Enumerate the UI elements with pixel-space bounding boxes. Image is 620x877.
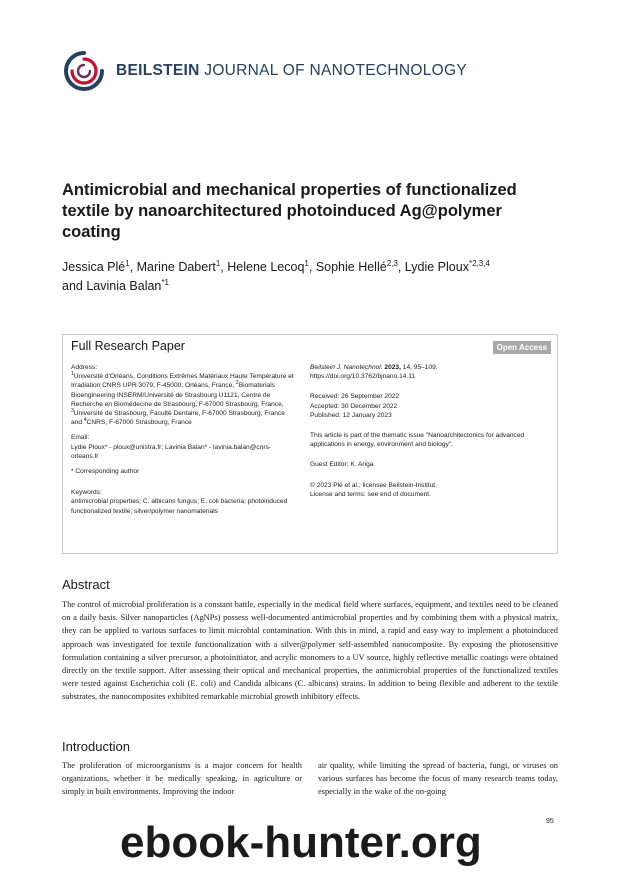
page-number: 95 [546, 818, 554, 825]
received-date: Received: 26 September 2022 [310, 393, 400, 401]
author-affiliation: *1 [161, 277, 169, 287]
author-affiliation: 1 [304, 258, 309, 268]
citation-year: 2023, [384, 364, 401, 371]
affiliation-number: 2 [235, 380, 239, 387]
introduction-heading: Introduction [62, 739, 130, 754]
author-name: Marine Dabert [136, 260, 216, 274]
info-left-column [71, 363, 296, 522]
affiliation-text: Université de Strasbourg, Faculté Dentaire, F-67000 Strasbourg, France and [71, 410, 285, 427]
doi-link[interactable]: https://doi.org/10.3762/bjnano.14.11 [310, 373, 416, 381]
journal-logo [62, 49, 467, 93]
license[interactable]: License and terms: see end of document. [310, 490, 431, 498]
keywords-label: Keywords: [71, 489, 102, 497]
author-affiliation: *2,3,4 [468, 258, 490, 268]
beilstein-logo-icon [62, 49, 106, 93]
affiliation-text: Université d'Orléans, Conditions Extrêmes Matériaux Haute Température et Irradiation CNRS UPR 3079, F-45000, Orléans, France, [71, 373, 294, 390]
abstract-text: The control of microbial proliferation is a constant battle, especially in the medical field where surfaces, equipment, and textiles need to be cleaned on a daily basis. Silver nanoparticles (AgNPs) possess well-documented antimicrobial properties and by combining them with a physical matrix, they can be applied to various surfaces to limit microbial contamination. With this in mind, a rapid and easy way to implement a photoinduced approach was investigated for textile functionalization with a silver@polymer self-assembled nanocomposite. By exposing the photosensitive formulation containing a silver precursor, a photoinitiator, and acrylic monomers to a UV source, highly reflective metallic coatings were obtained directly on the textile support. After assessing their optical and mechanical properties, the antimicrobial properties of the functionalized textiles were tested against Escherichia coli (E. coli) and Candida albicans (C. albicans) strains. In addition to being flexible and adherent to the textile substrates, the nanocomposites exhibited remarkable microbial growth inhibitory effects. [62, 600, 558, 702]
article-info-box [62, 334, 558, 554]
corresponding-author: * Corresponding author [71, 468, 140, 476]
thematic-issue: This article is part of the thematic issue "Nanoarchitectonics for advanced applications in energy, environment and biology". [310, 432, 525, 449]
citation [310, 363, 550, 372]
affiliation-number: 1 [71, 371, 74, 378]
affiliation-text: CNRS, F-67000 Strasbourg, France [86, 419, 192, 427]
affiliation-number: 4 [83, 417, 87, 424]
published-date: Published: 12 January 2023 [310, 411, 392, 419]
introduction-column-1: The proliferation of microorganisms is a major concern for health organizations, whether it be medically speaking, in agriculture or simply in built environments. Improving the indoor [62, 761, 302, 797]
watermark: ebook-hunter.org [120, 818, 482, 867]
address-label: Address: [71, 364, 98, 371]
author-name: Helene Lecoq [227, 260, 305, 274]
open-access-badge[interactable]: Open Access [493, 341, 551, 354]
abstract-heading: Abstract [62, 577, 110, 592]
author-name: and Lavinia Balan [62, 279, 162, 293]
author-affiliation: 1 [215, 258, 221, 268]
email-text[interactable]: Lydie Ploux* - ploux@unistra.fr; Lavinia Balan* - lavinia.balan@cnrs-orleans.fr [71, 443, 272, 460]
author-name: Jessica Plé [62, 260, 126, 274]
info-right-column [310, 363, 550, 505]
journal-name [116, 62, 467, 80]
address-text [71, 372, 296, 427]
keywords-text: antimicrobial properties; C. albicans fungus; E. coli bacteria; photoinduced functionalized textile; silver/polymer nanomaterials [71, 498, 288, 515]
affiliation-text: Biomaterials Bioengineering INSERM/Université de Strasbourg U1121, Centre de Recherche en Biomédecine de Strasbourg, F-67000 Strasbourg, France, [71, 382, 284, 408]
author-list: Jessica Plé$^1$, Marine Dabert$^1$, Helene Lecoq$^1$, Sophie Hellé$^{2,3}$, Lydie Ploux$^{*2,3,4}$ and Lavinia Balan$^{*1}$ [62, 258, 490, 293]
email-label: Email: [71, 434, 90, 442]
copyright: © 2023 Plé et al.; licensee Beilstein-Institut. [310, 481, 437, 489]
journal-title: JOURNAL OF NANOTECHNOLOGY [204, 62, 467, 79]
author-affiliation: 1 [125, 258, 130, 268]
citation-volume-pages: 14, 95–109. [402, 364, 438, 371]
accepted-date: Accepted: 30 December 2022 [310, 402, 398, 410]
author-name: Lydie Ploux [404, 260, 469, 274]
article-type: Full Research Paper [71, 339, 185, 353]
introduction-column-2: air quality, while limiting the spread of bacteria, fungi, or viruses on various surfaces has become the focus of many research teams today, especially in the wake of the on-going [318, 761, 558, 797]
journal-brand: BEILSTEIN [116, 62, 200, 79]
citation-journal: Beilstein J. Nanotechnol. [310, 364, 383, 371]
author-affiliation: 2,3 [386, 258, 398, 268]
author-name: Sophie Hellé [315, 260, 387, 274]
guest-editor: Guest Editor: K. Ariga [310, 461, 374, 469]
affiliation-number: 3 [71, 407, 74, 414]
article-title: Antimicrobial and mechanical properties of functionalized textile by nanoarchitectured photoinduced Ag@polymer coating [62, 181, 517, 241]
